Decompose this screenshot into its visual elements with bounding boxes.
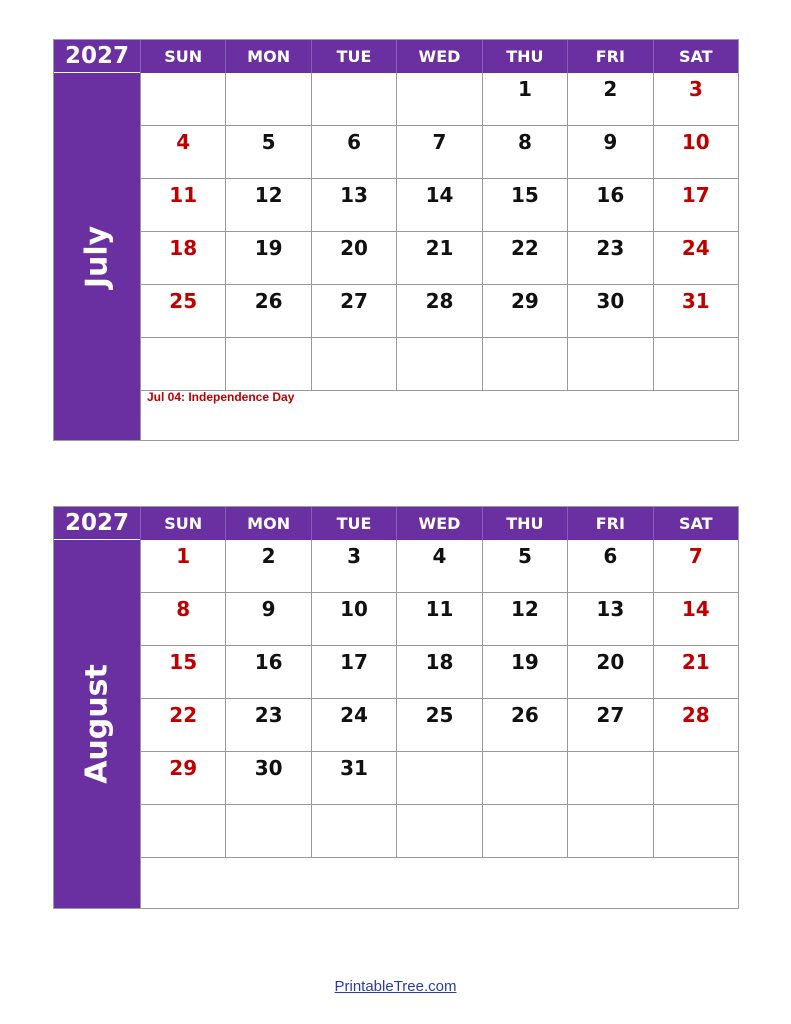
weekday-wed: WED [396,507,481,540]
day-cell: 31 [653,285,738,338]
day-cell: 1 [140,540,225,593]
footer-link[interactable]: PrintableTree.com [334,978,457,995]
day-cell: 3 [653,73,738,126]
day-cell [653,805,738,858]
year-label: 2027 [54,40,140,73]
calendar-july [53,39,739,441]
day-cell [396,338,481,391]
month-sidebar [54,540,140,908]
day-cell [567,338,652,391]
day-cell: 7 [653,540,738,593]
day-cell: 27 [311,285,396,338]
day-cell: 1 [482,73,567,126]
day-cell: 22 [482,232,567,285]
day-cell: 28 [653,699,738,752]
weekday-header [140,40,738,73]
day-cell: 8 [482,126,567,179]
day-cell: 6 [311,126,396,179]
day-cell [482,338,567,391]
day-grid [140,540,738,858]
day-cell: 15 [482,179,567,232]
day-cell: 26 [482,699,567,752]
day-cell: 13 [567,593,652,646]
day-cell: 21 [653,646,738,699]
day-cell: 25 [396,699,481,752]
day-cell: 30 [225,752,310,805]
day-cell [225,73,310,126]
day-cell [396,805,481,858]
day-cell [225,338,310,391]
day-cell: 19 [482,646,567,699]
day-cell [311,73,396,126]
day-cell: 13 [311,179,396,232]
weekday-header [140,507,738,540]
weekday-thu: THU [482,507,567,540]
day-cell: 10 [311,593,396,646]
holiday-notes [140,856,738,908]
day-cell: 20 [567,646,652,699]
day-cell: 4 [396,540,481,593]
weekday-mon: MON [225,507,310,540]
weekday-sat: SAT [653,40,738,73]
day-cell: 21 [396,232,481,285]
day-cell: 7 [396,126,481,179]
day-cell [567,805,652,858]
day-cell [482,805,567,858]
day-cell: 31 [311,752,396,805]
month-name: July [79,225,115,288]
day-cell: 23 [567,232,652,285]
weekday-thu: THU [482,40,567,73]
day-cell: 5 [225,126,310,179]
day-cell [653,752,738,805]
day-cell: 18 [140,232,225,285]
day-cell: 9 [567,126,652,179]
calendar-august [53,506,739,909]
day-cell: 25 [140,285,225,338]
day-cell [311,805,396,858]
day-cell: 17 [311,646,396,699]
day-cell [567,752,652,805]
weekday-sun: SUN [140,507,225,540]
day-cell: 19 [225,232,310,285]
day-cell: 26 [225,285,310,338]
month-name: August [79,664,115,784]
day-cell: 20 [311,232,396,285]
day-cell: 11 [140,179,225,232]
day-cell: 9 [225,593,310,646]
day-grid [140,73,738,391]
holiday-notes: Jul 04: Independence Day [140,388,738,440]
day-cell: 24 [311,699,396,752]
weekday-mon: MON [225,40,310,73]
day-cell: 27 [567,699,652,752]
day-cell [396,73,481,126]
day-cell [225,805,310,858]
day-cell: 14 [396,179,481,232]
day-cell: 2 [567,73,652,126]
day-cell: 11 [396,593,481,646]
weekday-fri: FRI [567,507,652,540]
weekday-sun: SUN [140,40,225,73]
year-label: 2027 [54,507,140,540]
day-cell [140,338,225,391]
day-cell: 18 [396,646,481,699]
day-cell: 22 [140,699,225,752]
day-cell [396,752,481,805]
day-cell: 17 [653,179,738,232]
day-cell: 8 [140,593,225,646]
day-cell: 2 [225,540,310,593]
day-cell: 15 [140,646,225,699]
day-cell: 12 [225,179,310,232]
day-cell [140,805,225,858]
day-cell: 10 [653,126,738,179]
weekday-wed: WED [396,40,481,73]
day-cell: 16 [225,646,310,699]
day-cell: 4 [140,126,225,179]
day-cell: 12 [482,593,567,646]
day-cell: 3 [311,540,396,593]
day-cell: 29 [140,752,225,805]
day-cell [311,338,396,391]
weekday-tue: TUE [311,507,396,540]
day-cell: 29 [482,285,567,338]
day-cell [653,338,738,391]
weekday-fri: FRI [567,40,652,73]
day-cell: 30 [567,285,652,338]
day-cell [140,73,225,126]
weekday-sat: SAT [653,507,738,540]
day-cell: 24 [653,232,738,285]
day-cell: 28 [396,285,481,338]
day-cell: 14 [653,593,738,646]
day-cell: 6 [567,540,652,593]
month-sidebar [54,73,140,440]
day-cell: 16 [567,179,652,232]
day-cell [482,752,567,805]
day-cell: 23 [225,699,310,752]
weekday-tue: TUE [311,40,396,73]
day-cell: 5 [482,540,567,593]
